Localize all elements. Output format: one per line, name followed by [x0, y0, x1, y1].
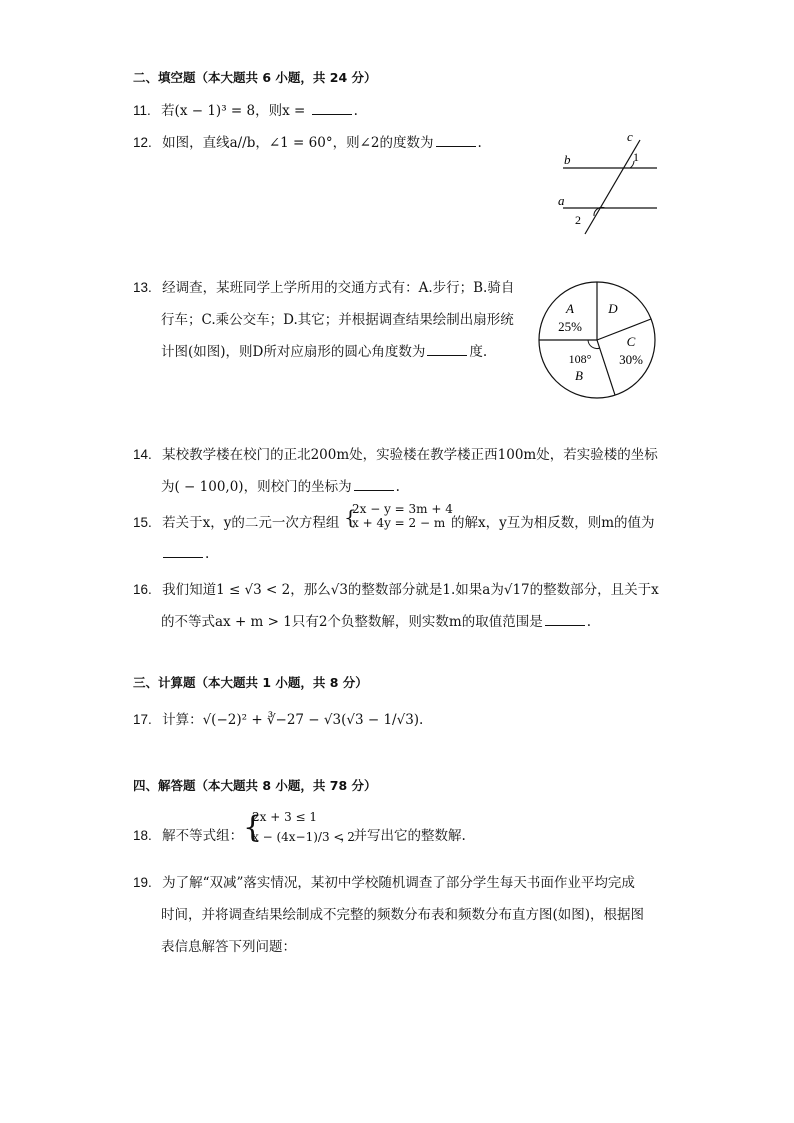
question-14-line-2: [161, 475, 400, 495]
question-text: 计算：√(−2)² + ∛−27 − √3(√3 − 1/√3).: [162, 712, 424, 728]
label-c: c: [627, 129, 633, 144]
question-18-line-1: [133, 824, 243, 844]
question-19-line-1: [133, 871, 635, 891]
question-14-line-1: [133, 443, 658, 463]
answer-blank: [436, 134, 476, 147]
question-number: 13.: [133, 280, 152, 295]
question-16-line-2: [161, 610, 591, 630]
question-text: 为( − 100,0)，则校门的坐标为: [161, 479, 352, 495]
question-16-line-1: [133, 578, 659, 598]
question-13-line-3: [161, 340, 487, 360]
answer-blank: [312, 102, 352, 115]
slice-d-label: D: [608, 301, 618, 316]
slice-b-value: 108°: [568, 352, 592, 366]
question-12: [133, 131, 482, 151]
answer-blank: [163, 545, 203, 558]
answer-blank: [427, 343, 467, 356]
label-a: a: [558, 193, 565, 208]
question-18-text-b: ，并写出它的整数解.: [340, 828, 466, 844]
slice-b-label: B: [575, 368, 583, 383]
question-15-line-2: [161, 545, 209, 562]
question-text-end: .: [395, 479, 400, 495]
line-c: [585, 140, 640, 234]
question-number: 16.: [133, 582, 152, 597]
slice-a-value: 25%: [558, 319, 582, 334]
question-13-line-1: [133, 276, 514, 296]
question-17: [133, 708, 423, 728]
question-number: 17.: [133, 712, 152, 727]
question-13-line-2: 行车；C.乘公交车；D.其它；并根据调查结果绘制出扇形统: [161, 312, 514, 328]
question-text: 的不等式ax + m > 1只有2个负整数解，则实数m的取值范围是: [161, 614, 543, 630]
question-text: 某校教学楼在校门的正北200m处，实验楼在教学楼正西100m处，若实验楼的坐标: [162, 447, 658, 463]
question-15-line-1: [133, 511, 339, 531]
brace-icon: {: [344, 505, 357, 529]
question-text-end: .: [353, 103, 358, 119]
section-4-header: 四、解答题（本大题共 8 小题，共 78 分）: [133, 778, 377, 793]
answer-blank: [354, 478, 394, 491]
question-text: 如图，直线a//b，∠1 = 60°，则∠2的度数为: [162, 135, 434, 151]
question-text: 若关于x，y的二元一次方程组: [162, 515, 340, 531]
question-19-line-3: 表信息解答下列问题：: [161, 939, 296, 955]
question-number: 15.: [133, 515, 152, 530]
pie-chart-figure: [536, 279, 661, 404]
label-1: 1: [633, 150, 639, 164]
answer-blank: [545, 613, 585, 626]
question-text: 为了解“双减”落实情况，某初中学校随机调查了部分学生每天书面作业平均完成: [162, 875, 635, 891]
question-text: 我们知道1 ≤ √3 < 2，那么√3的整数部分就是1.如果a为√17的整数部分，且关于x: [162, 582, 659, 598]
question-number: 14.: [133, 447, 152, 462]
equation-1: 2x − y = 3m + 4: [352, 502, 453, 516]
question-text: 计图(如图)，则D所对应扇形的圆心角度数为: [161, 344, 426, 360]
equation-system: [352, 502, 453, 530]
question-number: 19.: [133, 875, 152, 890]
equation-2: x + 4y = 2 − m: [352, 516, 446, 530]
question-text-end: .: [205, 546, 210, 562]
section-3-header: 三、计算题（本大题共 1 小题，共 8 分）: [133, 675, 368, 690]
question-number: 18.: [133, 828, 152, 843]
section-2-header: 二、填空题（本大题共 6 小题，共 24 分）: [133, 70, 377, 85]
question-text: 若(x − 1)³ = 8，则x =: [161, 103, 310, 119]
question-number: 12.: [133, 135, 152, 150]
slice-a-label: A: [566, 301, 574, 316]
question-text: 解不等式组：: [162, 828, 244, 844]
brace-icon: {: [243, 810, 263, 845]
inequality-1: 2x + 3 ≤ 1: [252, 810, 318, 824]
label-2: 2: [575, 213, 581, 227]
question-11: [133, 99, 358, 119]
question-19-line-2: 时间，并将调查结果绘制成不完整的频数分布表和频数分布直方图(如图)，根据图: [161, 907, 645, 923]
question-text-end: .: [586, 614, 592, 630]
parallel-lines-figure: [555, 128, 665, 238]
question-number: 11.: [133, 103, 151, 118]
question-text: 经调查，某班同学上学所用的交通方式有：A.步行；B.骑自: [162, 280, 515, 296]
question-text-end: .: [477, 135, 482, 151]
label-b: b: [564, 152, 571, 167]
question-15-text-b: 的解x，y互为相反数，则m的值为: [451, 515, 655, 531]
question-text-end: 度.: [469, 344, 488, 360]
slice-c-label: C: [626, 334, 636, 349]
inequality-2: x − (4x−1)/3 < 2: [252, 830, 355, 844]
slice-c-value: 30%: [619, 352, 643, 367]
